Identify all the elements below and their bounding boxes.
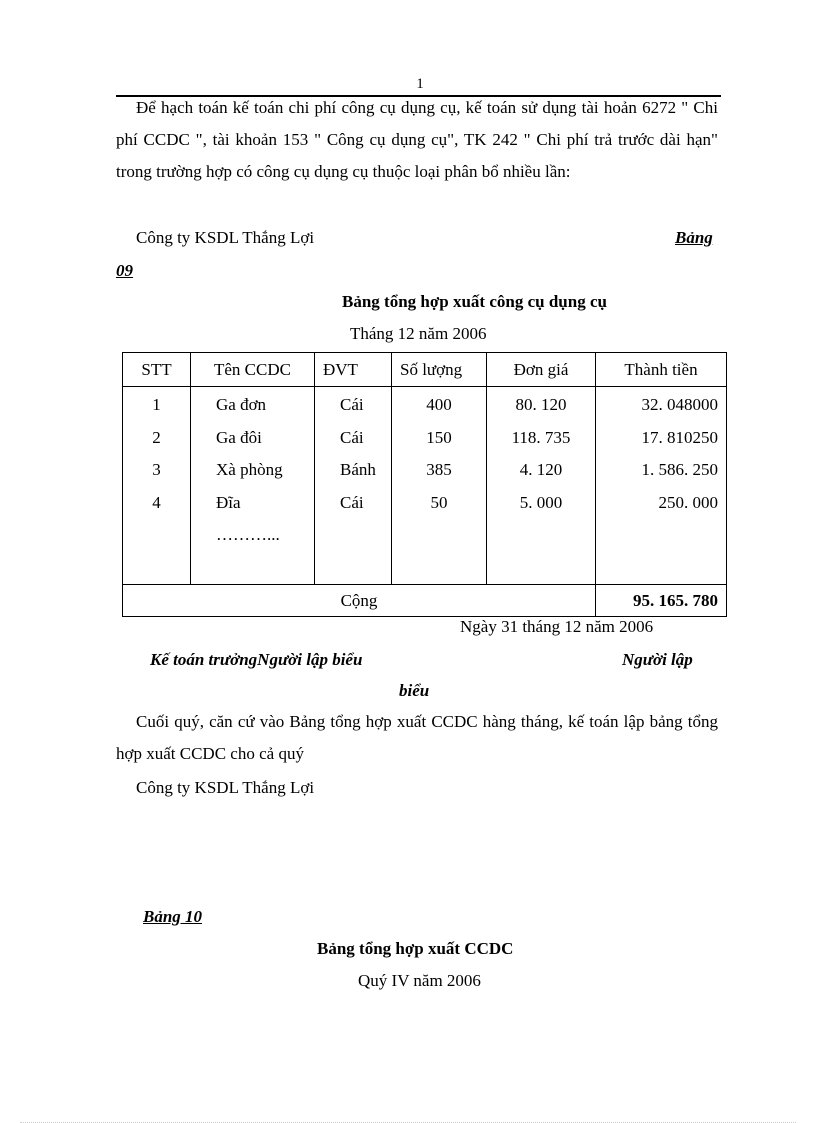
cell-price: 118. 735 xyxy=(487,422,596,455)
company-name-2: Công ty KSDL Thắng Lợi xyxy=(136,778,315,797)
table09-label: Bảng xyxy=(675,228,713,247)
table09-subtitle: Tháng 12 năm 2006 xyxy=(350,324,487,343)
cell-name: Đĩa xyxy=(191,487,315,520)
cell-stt: 1 xyxy=(123,387,191,422)
cell-unit: Cái xyxy=(315,387,392,422)
cell-amount: 17. 810250 xyxy=(596,422,727,455)
cell-unit: Cái xyxy=(315,487,392,520)
cell-unit xyxy=(315,519,392,552)
cell-unit: Cái xyxy=(315,422,392,455)
total-label: Cộng xyxy=(123,585,596,617)
table09-title: Bảng tổng hợp xuất công cụ dụng cụ xyxy=(342,292,607,311)
cell-amount: 32. 048000 xyxy=(596,387,727,422)
cell-amount: 250. 000 xyxy=(596,487,727,520)
page-number: 1 xyxy=(416,76,424,92)
cell-stt xyxy=(123,519,191,552)
table-row xyxy=(123,519,727,552)
total-value: 95. 165. 780 xyxy=(596,585,727,617)
table-row-empty xyxy=(123,552,727,585)
table10-subtitle: Quý IV năm 2006 xyxy=(358,971,481,990)
col-qty: Số lượng xyxy=(392,353,487,387)
cell-name: Xà phòng xyxy=(191,454,315,487)
table-row xyxy=(123,454,727,487)
cell-unit: Bánh xyxy=(315,454,392,487)
cell-price: 4. 120 xyxy=(487,454,596,487)
col-stt: STT xyxy=(123,353,191,387)
cell-qty xyxy=(392,519,487,552)
signature-right-cont: biểu xyxy=(399,681,430,700)
col-unit: ĐVT xyxy=(315,353,392,387)
intro-paragraph: Để hạch toán kế toán chi phí công cụ dụng cụ, kế toán sử dụng tài hoản 6272 " Chi phí CCDC ", tài khoản 153 " Công cụ dụng cụ", TK 242 " Chi phí trả trước dài hạn" trong trường hợp có công cụ dụng cụ thuộc loại phân bổ nhiều lần: xyxy=(116,98,718,181)
cell-name: Ga đôi xyxy=(191,422,315,455)
cell-amount xyxy=(596,519,727,552)
cell-price xyxy=(487,519,596,552)
table10-title: Bảng tổng hợp xuất CCDC xyxy=(317,939,514,958)
cell-qty: 50 xyxy=(392,487,487,520)
quarter-paragraph: Cuối quý, căn cứ vào Bảng tổng hợp xuất CCDC hàng tháng, kế toán lập bảng tổng hợp xuất CCDC cho cả quý xyxy=(116,712,718,763)
signature-left: Kế toán trưởngNgười lập biểu xyxy=(150,650,363,669)
cell-price: 80. 120 xyxy=(487,387,596,422)
cell-stt: 2 xyxy=(123,422,191,455)
cell-qty: 150 xyxy=(392,422,487,455)
cell-amount: 1. 586. 250 xyxy=(596,454,727,487)
cell-stt: 4 xyxy=(123,487,191,520)
cell-name: ………... xyxy=(191,519,315,552)
table-row xyxy=(123,387,727,422)
date-line: Ngày 31 tháng 12 năm 2006 xyxy=(460,617,654,636)
company-name: Công ty KSDL Thắng Lợi xyxy=(136,228,315,247)
table-header-row xyxy=(123,353,727,387)
cell-qty: 385 xyxy=(392,454,487,487)
table09-label-number: 09 xyxy=(116,261,133,280)
cell-name: Ga đơn xyxy=(191,387,315,422)
cell-price: 5. 000 xyxy=(487,487,596,520)
table-row xyxy=(123,487,727,520)
table-total-row xyxy=(123,585,727,617)
table-row xyxy=(123,422,727,455)
col-amount: Thành tiền xyxy=(596,353,727,387)
table10-label: Bảng 10 xyxy=(143,907,203,926)
cell-qty: 400 xyxy=(392,387,487,422)
col-name: Tên CCDC xyxy=(191,353,315,387)
col-price: Đơn giá xyxy=(487,353,596,387)
signature-right: Người lập xyxy=(622,650,693,669)
cell-stt: 3 xyxy=(123,454,191,487)
table09 xyxy=(122,352,727,617)
